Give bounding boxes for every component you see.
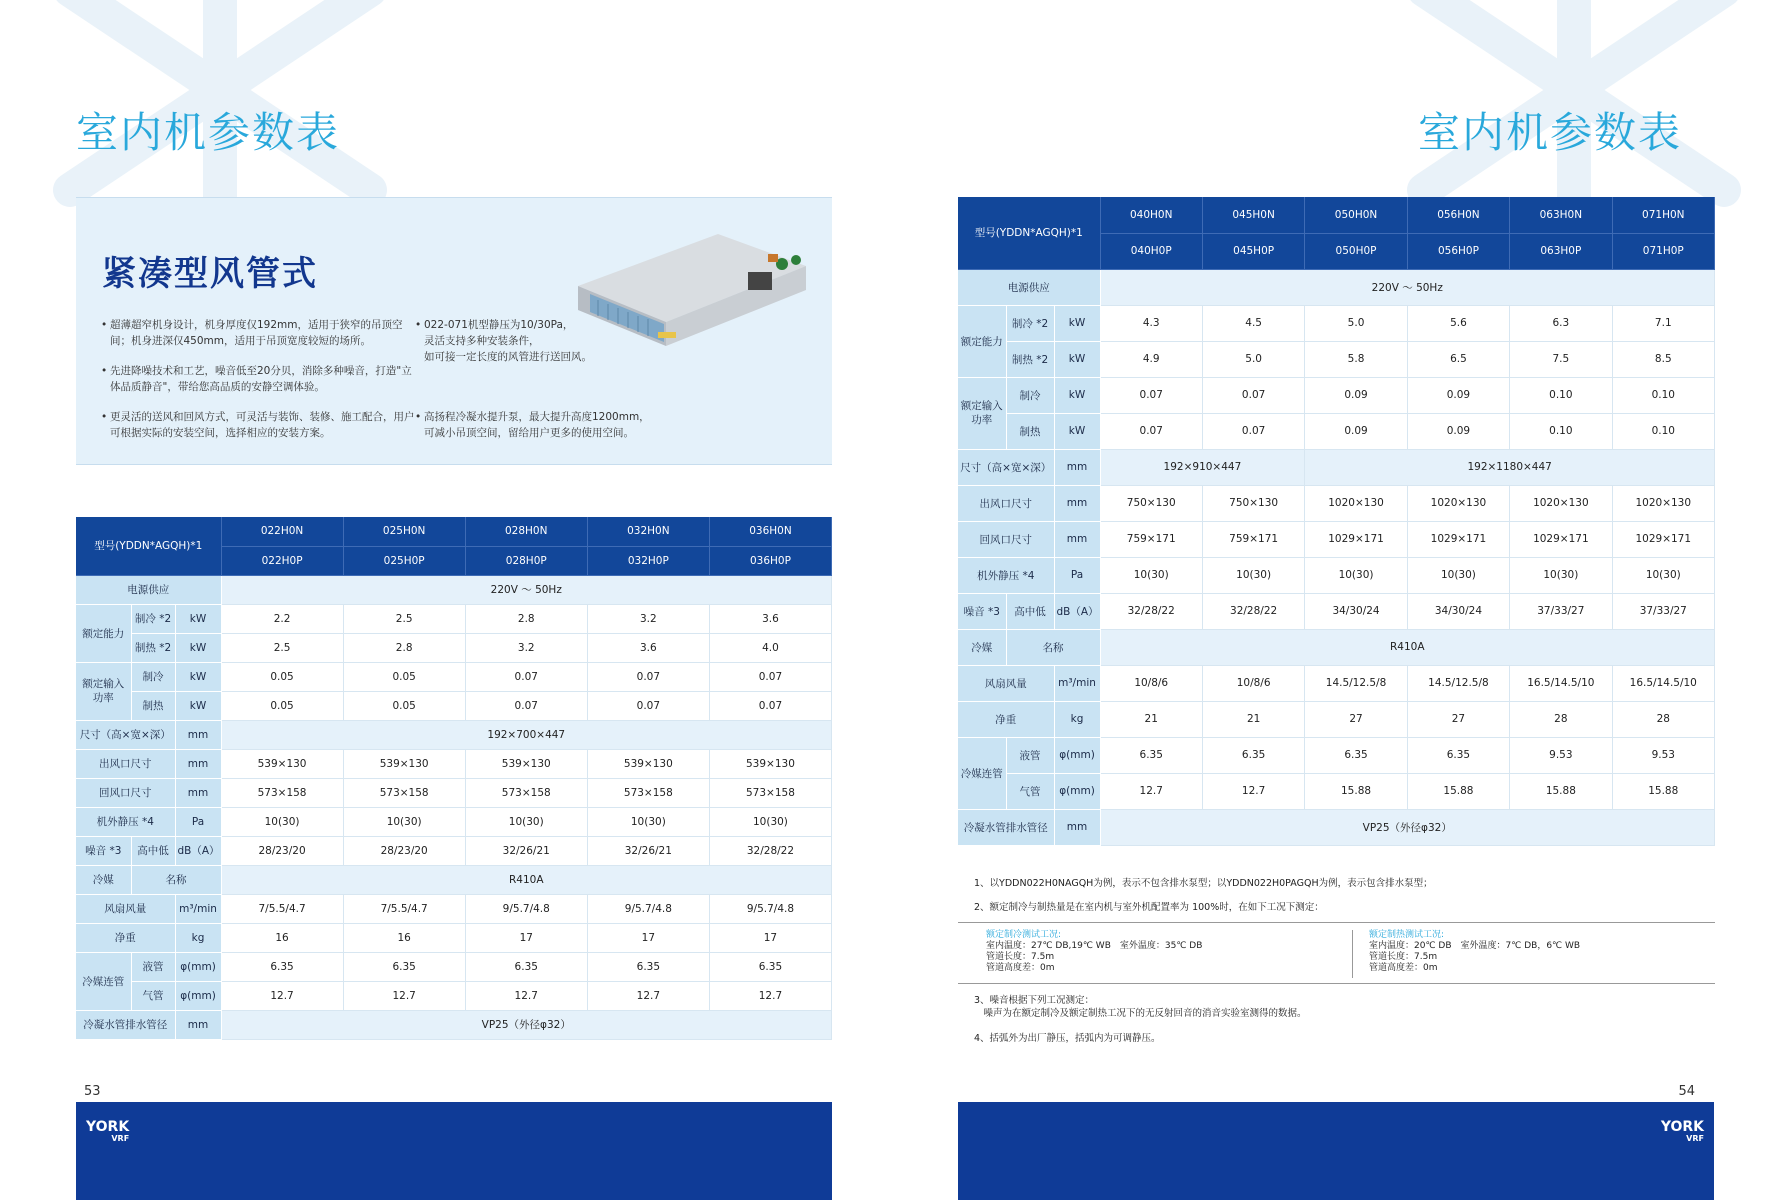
footer-bar bbox=[958, 1102, 1714, 1200]
cell: 6.5 bbox=[1407, 341, 1509, 377]
pipe-label: 冷媒连管 bbox=[958, 737, 1006, 809]
cell: 6.35 bbox=[587, 952, 709, 981]
cell: 17 bbox=[587, 923, 709, 952]
cell: 17 bbox=[465, 923, 587, 952]
heat-cap-label: 制热 *2 bbox=[1006, 341, 1054, 377]
cool-cap-label: 制冷 *2 bbox=[131, 604, 175, 633]
heat-label: 制热 bbox=[1006, 413, 1054, 449]
model-n: 056H0N bbox=[1407, 197, 1509, 233]
cell: 6.3 bbox=[1510, 305, 1612, 341]
page-title: 室内机参数表 bbox=[76, 108, 341, 157]
airflow-label: 风扇风量 bbox=[958, 665, 1054, 701]
cell: 32/28/22 bbox=[709, 836, 831, 865]
refrigerant-value: R410A bbox=[1100, 629, 1714, 665]
page-number: 53 bbox=[84, 1084, 101, 1099]
unit-mm: mm bbox=[175, 749, 221, 778]
return-label: 回风口尺寸 bbox=[958, 521, 1054, 557]
noise-label: 噪音 *3 bbox=[76, 836, 131, 865]
cell: 9/5.7/4.8 bbox=[587, 894, 709, 923]
noise-sub-label: 高中低 bbox=[1006, 593, 1054, 629]
cell: 1029×171 bbox=[1612, 521, 1714, 557]
footer-bar bbox=[76, 1102, 832, 1200]
heating-conditions-body: 室内温度：20℃ DB 室外温度：7℃ DB，6℃ WB 管道长度：7.5m 管道高度差：0m bbox=[1369, 941, 1581, 973]
cell: 4.5 bbox=[1202, 305, 1304, 341]
cell: 21 bbox=[1202, 701, 1304, 737]
cell: 37/33/27 bbox=[1612, 593, 1714, 629]
model-n: 028H0N bbox=[465, 517, 587, 546]
cool-label: 制冷 bbox=[131, 662, 175, 691]
return-label: 回风口尺寸 bbox=[76, 778, 175, 807]
unit-phi: φ(mm) bbox=[1054, 737, 1100, 773]
cell: 28 bbox=[1612, 701, 1714, 737]
cell: 0.10 bbox=[1612, 413, 1714, 449]
cell: 15.88 bbox=[1510, 773, 1612, 809]
cell: 6.35 bbox=[343, 952, 465, 981]
cell: 539×130 bbox=[343, 749, 465, 778]
cell: 32/28/22 bbox=[1100, 593, 1202, 629]
model-label: 型号(YDDN*AGQH)*1 bbox=[958, 197, 1100, 269]
cell: 3.6 bbox=[709, 604, 831, 633]
gas-pipe-label: 气管 bbox=[131, 981, 175, 1010]
drain-value: VP25（外径φ32） bbox=[1100, 809, 1714, 845]
cell: 32/26/21 bbox=[587, 836, 709, 865]
cell: 5.8 bbox=[1305, 341, 1407, 377]
cell: 2.2 bbox=[221, 604, 343, 633]
cell: 0.07 bbox=[587, 662, 709, 691]
model-p: 040H0P bbox=[1100, 233, 1202, 269]
unit-kw: kW bbox=[175, 662, 221, 691]
cell: 573×158 bbox=[709, 778, 831, 807]
cell: 0.07 bbox=[709, 662, 831, 691]
unit-mm: mm bbox=[175, 1010, 221, 1039]
unit-db: dB（A） bbox=[1054, 593, 1100, 629]
unit-kw: kW bbox=[175, 633, 221, 662]
cell: 539×130 bbox=[709, 749, 831, 778]
unit-pa: Pa bbox=[175, 807, 221, 836]
cell: 28/23/20 bbox=[343, 836, 465, 865]
note-1: 1、以YDDN022H0NAGQH为例，表示不包含排水泵型；以YDDN022H0PAGQH为例，表示包含排水泵型； bbox=[974, 878, 1433, 889]
cell: 6.35 bbox=[709, 952, 831, 981]
cell: 750×130 bbox=[1100, 485, 1202, 521]
cell: 539×130 bbox=[587, 749, 709, 778]
heating-conditions bbox=[1352, 930, 1580, 978]
cell: 15.88 bbox=[1407, 773, 1509, 809]
unit-kw: kW bbox=[1054, 377, 1100, 413]
cell: 1029×171 bbox=[1407, 521, 1509, 557]
cell: 2.8 bbox=[343, 633, 465, 662]
model-p: 025H0P bbox=[343, 546, 465, 575]
unit-kg: kg bbox=[175, 923, 221, 952]
unit-kw: kW bbox=[1054, 341, 1100, 377]
page-number: 54 bbox=[1678, 1084, 1695, 1099]
cell: 6.35 bbox=[1407, 737, 1509, 773]
cell: 17 bbox=[709, 923, 831, 952]
cell: 12.7 bbox=[465, 981, 587, 1010]
power-value: 220V ～ 50Hz bbox=[221, 575, 831, 604]
cell: 6.35 bbox=[1202, 737, 1304, 773]
refrigerant-value: R410A bbox=[221, 865, 831, 894]
liquid-pipe-label: 液管 bbox=[1006, 737, 1054, 773]
cell: 16.5/14.5/10 bbox=[1510, 665, 1612, 701]
cell: 14.5/12.5/8 bbox=[1407, 665, 1509, 701]
model-p: 071H0P bbox=[1612, 233, 1714, 269]
unit-kw: kW bbox=[1054, 413, 1100, 449]
cell: 10/8/6 bbox=[1202, 665, 1304, 701]
cell: 15.88 bbox=[1305, 773, 1407, 809]
unit-pa: Pa bbox=[1054, 557, 1100, 593]
cell: 2.5 bbox=[221, 633, 343, 662]
duct-unit-image bbox=[568, 224, 818, 350]
model-n: 040H0N bbox=[1100, 197, 1202, 233]
unit-m3: m³/min bbox=[175, 894, 221, 923]
feature-2: • 先进降噪技术和工艺，噪音低至20分贝，消除多种噪音，打造"立 体品质静音"，带给您高品质的安静空调体验。 bbox=[110, 363, 412, 395]
cell: 0.07 bbox=[587, 691, 709, 720]
note-2: 2、额定制冷与制热量是在室内机与室外机配置率为 100%时，在如下工况下测定： bbox=[974, 902, 1324, 913]
cell: 0.10 bbox=[1510, 413, 1612, 449]
product-title: 紧凑型风管式 bbox=[102, 254, 318, 294]
cell: 7.5 bbox=[1510, 341, 1612, 377]
unit-mm: mm bbox=[175, 778, 221, 807]
cell: 1029×171 bbox=[1305, 521, 1407, 557]
weight-label: 净重 bbox=[958, 701, 1054, 737]
cell: 9/5.7/4.8 bbox=[709, 894, 831, 923]
pipe-label: 冷媒连管 bbox=[76, 952, 131, 1010]
model-p: 056H0P bbox=[1407, 233, 1509, 269]
feature-5: • 高扬程冷凝水提升泵，最大提升高度1200mm， 可减小吊顶空间，留给用户更多的使用空间。 bbox=[424, 409, 650, 441]
test-conditions bbox=[958, 922, 1715, 984]
model-n: 063H0N bbox=[1510, 197, 1612, 233]
unit-kw: kW bbox=[175, 604, 221, 633]
cell: 5.6 bbox=[1407, 305, 1509, 341]
cell: 5.0 bbox=[1305, 305, 1407, 341]
cell: 10(30) bbox=[221, 807, 343, 836]
cell: 27 bbox=[1305, 701, 1407, 737]
cell: 1020×130 bbox=[1612, 485, 1714, 521]
refrigerant-label: 冷媒 bbox=[958, 629, 1006, 665]
feature-4: • 022-071机型静压为10/30Pa， 灵活支持多种安装条件， 如可接一定长度的风管进行送回风。 bbox=[424, 317, 592, 365]
noise-sub-label: 高中低 bbox=[131, 836, 175, 865]
heating-conditions-heading: 额定制热测试工况: bbox=[1369, 930, 1445, 940]
cell: 573×158 bbox=[343, 778, 465, 807]
spec-table-right bbox=[958, 197, 1715, 846]
cell: 0.05 bbox=[221, 662, 343, 691]
cell: 1020×130 bbox=[1407, 485, 1509, 521]
cell: 12.7 bbox=[1202, 773, 1304, 809]
cell: 0.07 bbox=[709, 691, 831, 720]
unit-db: dB（A） bbox=[175, 836, 221, 865]
cell: 573×158 bbox=[465, 778, 587, 807]
cell: 12.7 bbox=[221, 981, 343, 1010]
drain-value: VP25（外径φ32） bbox=[221, 1010, 831, 1039]
cell: 0.07 bbox=[465, 662, 587, 691]
unit-mm: mm bbox=[1054, 449, 1100, 485]
outlet-label: 出风口尺寸 bbox=[76, 749, 175, 778]
liquid-pipe-label: 液管 bbox=[131, 952, 175, 981]
cell: 2.8 bbox=[465, 604, 587, 633]
input-power-label: 额定输入 功率 bbox=[76, 662, 131, 720]
cell: 28 bbox=[1510, 701, 1612, 737]
power-value: 220V ～ 50Hz bbox=[1100, 269, 1714, 305]
model-n: 032H0N bbox=[587, 517, 709, 546]
model-p: 032H0P bbox=[587, 546, 709, 575]
cool-cap-label: 制冷 *2 bbox=[1006, 305, 1054, 341]
cell: 37/33/27 bbox=[1510, 593, 1612, 629]
cell: 539×130 bbox=[221, 749, 343, 778]
unit-mm: mm bbox=[1054, 809, 1100, 845]
cell: 1020×130 bbox=[1305, 485, 1407, 521]
cell: 16.5/14.5/10 bbox=[1612, 665, 1714, 701]
page-title: 室内机参数表 bbox=[1417, 108, 1682, 157]
cooling-conditions-body: 室内温度：27℃ DB,19℃ WB 室外温度：35℃ DB 管道长度：7.5m 管道高度差：0m bbox=[986, 941, 1203, 973]
power-label: 电源供应 bbox=[76, 575, 221, 604]
model-n: 022H0N bbox=[221, 517, 343, 546]
cell: 6.35 bbox=[221, 952, 343, 981]
outlet-label: 出风口尺寸 bbox=[958, 485, 1054, 521]
unit-phi: φ(mm) bbox=[175, 981, 221, 1010]
unit-m3: m³/min bbox=[1054, 665, 1100, 701]
cell: 0.07 bbox=[1100, 413, 1202, 449]
cell: 10(30) bbox=[1100, 557, 1202, 593]
cell: 759×171 bbox=[1202, 521, 1304, 557]
cell: 10(30) bbox=[1612, 557, 1714, 593]
cell: 10(30) bbox=[1510, 557, 1612, 593]
cell: 2.5 bbox=[343, 604, 465, 633]
product-intro-panel bbox=[76, 197, 832, 465]
cell: 0.09 bbox=[1305, 413, 1407, 449]
model-label: 型号(YDDN*AGQH)*1 bbox=[76, 517, 221, 575]
refrigerant-name-label: 名称 bbox=[1006, 629, 1100, 665]
cell: 0.09 bbox=[1407, 377, 1509, 413]
weight-label: 净重 bbox=[76, 923, 175, 952]
cell: 3.6 bbox=[587, 633, 709, 662]
input-power-label: 额定输入 功率 bbox=[958, 377, 1006, 449]
left-page bbox=[0, 0, 893, 1200]
size-label: 尺寸（高×宽×深） bbox=[958, 449, 1054, 485]
heat-cap-label: 制热 *2 bbox=[131, 633, 175, 662]
unit-phi: φ(mm) bbox=[175, 952, 221, 981]
cell: 10(30) bbox=[1305, 557, 1407, 593]
cell: 539×130 bbox=[465, 749, 587, 778]
unit-kg: kg bbox=[1054, 701, 1100, 737]
cell: 0.07 bbox=[1202, 413, 1304, 449]
cell: 0.09 bbox=[1407, 413, 1509, 449]
cell: 32/26/21 bbox=[465, 836, 587, 865]
model-p: 036H0P bbox=[709, 546, 831, 575]
refrigerant-label: 冷媒 bbox=[76, 865, 131, 894]
cell: 6.35 bbox=[465, 952, 587, 981]
cell: 0.09 bbox=[1305, 377, 1407, 413]
cell: 16 bbox=[221, 923, 343, 952]
york-logo: YORK VRF bbox=[1660, 1119, 1704, 1143]
cell: 9.53 bbox=[1612, 737, 1714, 773]
cell: 10(30) bbox=[1407, 557, 1509, 593]
model-n: 071H0N bbox=[1612, 197, 1714, 233]
capacity-label: 额定能力 bbox=[76, 604, 131, 662]
model-n: 036H0N bbox=[709, 517, 831, 546]
unit-mm: mm bbox=[1054, 485, 1100, 521]
cell: 32/28/22 bbox=[1202, 593, 1304, 629]
size-value: 192×910×447 bbox=[1100, 449, 1305, 485]
note-4: 4、括弧外为出厂静压，括弧内为可调静压。 bbox=[974, 1033, 1161, 1044]
model-p: 050H0P bbox=[1305, 233, 1407, 269]
cell: 4.3 bbox=[1100, 305, 1202, 341]
refrigerant-name-label: 名称 bbox=[131, 865, 221, 894]
cell: 1029×171 bbox=[1510, 521, 1612, 557]
york-logo: YORK VRF bbox=[86, 1119, 130, 1143]
cell: 0.07 bbox=[465, 691, 587, 720]
cell: 10(30) bbox=[709, 807, 831, 836]
cell: 573×158 bbox=[587, 778, 709, 807]
esp-label: 机外静压 *4 bbox=[958, 557, 1054, 593]
model-p: 022H0P bbox=[221, 546, 343, 575]
cell: 12.7 bbox=[587, 981, 709, 1010]
cell: 10(30) bbox=[343, 807, 465, 836]
cell: 12.7 bbox=[1100, 773, 1202, 809]
feature-1: • 超薄超窄机身设计，机身厚度仅192mm，适用于狭窄的吊顶空 间；机身进深仅450mm，适用于吊顶宽度较短的场所。 bbox=[110, 317, 403, 349]
cooling-conditions-heading: 额定制冷测试工况: bbox=[986, 930, 1062, 940]
spec-table-left bbox=[76, 517, 832, 1040]
cell: 5.0 bbox=[1202, 341, 1304, 377]
cell: 34/30/24 bbox=[1407, 593, 1509, 629]
cell: 750×130 bbox=[1202, 485, 1304, 521]
cell: 21 bbox=[1100, 701, 1202, 737]
cell: 15.88 bbox=[1612, 773, 1714, 809]
cell: 12.7 bbox=[343, 981, 465, 1010]
cell: 7/5.5/4.7 bbox=[343, 894, 465, 923]
cell: 0.07 bbox=[1100, 377, 1202, 413]
gas-pipe-label: 气管 bbox=[1006, 773, 1054, 809]
model-n: 050H0N bbox=[1305, 197, 1407, 233]
cell: 9.53 bbox=[1510, 737, 1612, 773]
cell: 8.5 bbox=[1612, 341, 1714, 377]
cooling-conditions bbox=[986, 930, 1202, 974]
drain-label: 冷凝水管排水管径 bbox=[76, 1010, 175, 1039]
cell: 0.10 bbox=[1612, 377, 1714, 413]
unit-kw: kW bbox=[1054, 305, 1100, 341]
unit-mm: mm bbox=[1054, 521, 1100, 557]
heat-label: 制热 bbox=[131, 691, 175, 720]
unit-mm: mm bbox=[175, 720, 221, 749]
unit-kw: kW bbox=[175, 691, 221, 720]
model-n: 025H0N bbox=[343, 517, 465, 546]
cell: 0.07 bbox=[1202, 377, 1304, 413]
model-n: 045H0N bbox=[1202, 197, 1304, 233]
cell: 9/5.7/4.8 bbox=[465, 894, 587, 923]
cell: 6.35 bbox=[1305, 737, 1407, 773]
airflow-label: 风扇风量 bbox=[76, 894, 175, 923]
cell: 3.2 bbox=[465, 633, 587, 662]
cell: 10/8/6 bbox=[1100, 665, 1202, 701]
cell: 759×171 bbox=[1100, 521, 1202, 557]
cell: 14.5/12.5/8 bbox=[1305, 665, 1407, 701]
cell: 3.2 bbox=[587, 604, 709, 633]
noise-label: 噪音 *3 bbox=[958, 593, 1006, 629]
model-p: 045H0P bbox=[1202, 233, 1304, 269]
drain-label: 冷凝水管排水管径 bbox=[958, 809, 1054, 845]
cell: 0.10 bbox=[1510, 377, 1612, 413]
note-3: 3、噪音根据下列工况测定： 噪声为在额定制冷及额定制热工况下的无反射回音的消音实验室测得的数据。 bbox=[974, 995, 1307, 1019]
model-p: 063H0P bbox=[1510, 233, 1612, 269]
cell: 12.7 bbox=[709, 981, 831, 1010]
size-value: 192×1180×447 bbox=[1305, 449, 1715, 485]
capacity-label: 额定能力 bbox=[958, 305, 1006, 377]
cell: 573×158 bbox=[221, 778, 343, 807]
model-p: 028H0P bbox=[465, 546, 587, 575]
cool-label: 制冷 bbox=[1006, 377, 1054, 413]
cell: 16 bbox=[343, 923, 465, 952]
cell: 4.0 bbox=[709, 633, 831, 662]
cell: 6.35 bbox=[1100, 737, 1202, 773]
cell: 0.05 bbox=[343, 662, 465, 691]
size-label: 尺寸（高×宽×深） bbox=[76, 720, 175, 749]
cell: 10(30) bbox=[1202, 557, 1304, 593]
cell: 7/5.5/4.7 bbox=[221, 894, 343, 923]
cell: 0.05 bbox=[221, 691, 343, 720]
power-label: 电源供应 bbox=[958, 269, 1100, 305]
cell: 34/30/24 bbox=[1305, 593, 1407, 629]
feature-3: • 更灵活的送风和回风方式，可灵活与装饰、装修、施工配合，用户 可根据实际的安装空间，选择相应的安装方案。 bbox=[110, 409, 415, 441]
cell: 4.9 bbox=[1100, 341, 1202, 377]
cell: 1020×130 bbox=[1510, 485, 1612, 521]
cell: 27 bbox=[1407, 701, 1509, 737]
cell: 10(30) bbox=[465, 807, 587, 836]
size-value: 192×700×447 bbox=[221, 720, 831, 749]
cell: 28/23/20 bbox=[221, 836, 343, 865]
cell: 10(30) bbox=[587, 807, 709, 836]
esp-label: 机外静压 *4 bbox=[76, 807, 175, 836]
cell: 0.05 bbox=[343, 691, 465, 720]
unit-phi: φ(mm) bbox=[1054, 773, 1100, 809]
cell: 7.1 bbox=[1612, 305, 1714, 341]
